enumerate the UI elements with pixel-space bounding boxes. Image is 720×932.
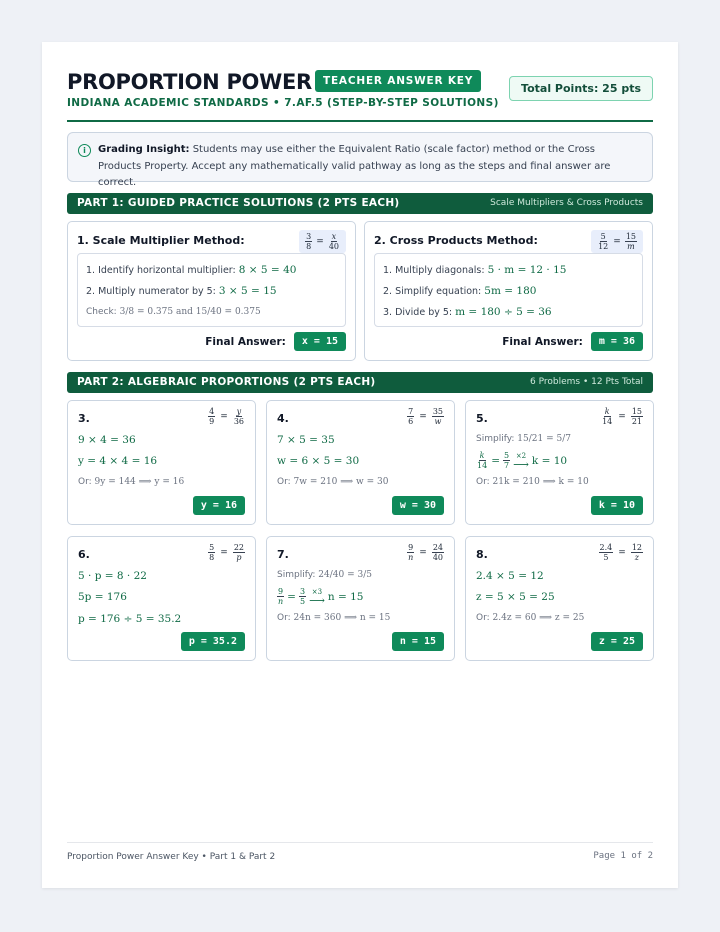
work-line: 9 × 4 = 36	[78, 434, 136, 446]
answer-badge: p = 35.2	[181, 632, 245, 651]
problems-grid	[67, 400, 653, 661]
problem-proportion: $\frac{9}{n}$ = $\frac{24}{40}$	[408, 543, 443, 562]
problem-number: 8.	[476, 548, 488, 561]
work-line: 5 · p = 8 · 22	[78, 570, 147, 582]
part2-title: PART 2: ALGEBRAIC PROPORTIONS (2 PTS EACH)	[77, 376, 376, 388]
work-line: 7 × 5 = 35	[277, 434, 335, 446]
part1-subtitle: Scale Multipliers & Cross Products	[490, 198, 643, 208]
alternate-method: Or: 21k = 210 ⟹ k = 10	[476, 477, 589, 487]
guided-card	[364, 221, 653, 361]
answer-badge: w = 30	[392, 496, 444, 515]
problem-card	[67, 536, 256, 661]
problem-proportion: $\frac{4}{9}$ = $\frac{y}{36}$	[209, 407, 244, 426]
alternate-method: Or: 9y = 144 ⟹ y = 16	[78, 477, 185, 487]
scale-equation: $\frac{9}{n}$ = $\frac{3}{5}$ ×3 ⟶ n = 15	[278, 587, 364, 607]
part2-subtitle: 6 Problems • 12 Pts Total	[530, 377, 643, 387]
part2-header-bar	[67, 372, 653, 393]
header	[67, 70, 653, 122]
proportion-chip: $\frac{3}{8}$ = $\frac{x}{40}$	[299, 230, 346, 253]
problem-card	[465, 400, 654, 525]
footer-label: Proportion Power Answer Key • Part 1 & Part 2	[67, 852, 276, 862]
simplify-line: Simplify: 24/40 = 3/5	[277, 570, 372, 580]
step-line: 3. Divide by 5: m = 180 ÷ 5 = 36	[383, 306, 552, 318]
answer-badge: k = 10	[591, 496, 643, 515]
alternate-method: Or: 7w = 210 ⟹ w = 30	[277, 477, 389, 487]
total-points-box: Total Points: 25 pts	[509, 76, 653, 101]
work-line: z = 5 × 5 = 25	[476, 591, 555, 603]
guided-card-title: 1. Scale Multiplier Method:	[77, 234, 245, 247]
problem-number: 7.	[277, 548, 289, 561]
scale-equation: $\frac{k}{14}$ = $\frac{5}{7}$ ×2 ⟶ k = 10	[477, 451, 568, 471]
solution-steps	[77, 253, 346, 327]
insight-label: Grading Insight:	[98, 144, 190, 155]
part1-header-bar	[67, 193, 653, 214]
problem-card	[67, 400, 256, 525]
work-line: 2.4 × 5 = 12	[476, 570, 544, 582]
work-line: 5p = 176	[78, 591, 127, 603]
step-line: 2. Simplify equation: 5m = 180	[383, 285, 537, 297]
problem-card	[465, 536, 654, 661]
final-answer-label: Final Answer:	[205, 335, 286, 348]
answer-badge: z = 25	[591, 632, 643, 651]
simplify-line: Simplify: 15/21 = 5/7	[476, 434, 571, 444]
answer-badge: m = 36	[591, 332, 643, 351]
insight-text: Students may use either the Equivalent Ratio (scale factor) method or the Cross Products Property. Accept any mathematically valid pathway as long as the steps and final answer are correct.	[98, 144, 611, 188]
grading-insight-box	[67, 132, 653, 188]
page-footer	[67, 842, 653, 862]
work-line: y = 4 × 4 = 16	[78, 455, 158, 467]
page-number: Page 1 of 2	[593, 851, 653, 861]
problem-card	[266, 536, 455, 661]
work-line: p = 176 ÷ 5 = 35.2	[78, 613, 182, 625]
step-line: 2. Multiply numerator by 5: 3 × 5 = 15	[86, 285, 277, 297]
check-line: Check: 3/8 = 0.375 and 15/40 = 0.375	[86, 307, 261, 317]
problem-proportion: $\frac{5}{8}$ = $\frac{22}{p}$	[209, 543, 244, 562]
part1-title: PART 1: GUIDED PRACTICE SOLUTIONS (2 PTS EACH)	[77, 197, 400, 209]
work-line: w = 6 × 5 = 30	[277, 455, 360, 467]
step-line: 1. Multiply diagonals: 5 · m = 12 · 15	[383, 264, 567, 276]
answer-key-badge: TEACHER ANSWER KEY	[315, 70, 481, 92]
guided-card-title: 2. Cross Products Method:	[374, 234, 538, 247]
proportion-chip: $\frac{5}{12}$ = $\frac{15}{m}$	[591, 230, 643, 253]
problem-proportion: $\frac{k}{14}$ = $\frac{15}{21}$	[602, 407, 642, 426]
final-answer	[502, 332, 643, 351]
final-answer	[205, 332, 346, 351]
problem-number: 3.	[78, 412, 90, 425]
problem-card	[266, 400, 455, 525]
worksheet-page	[42, 42, 678, 888]
alternate-method: Or: 24n = 360 ⟹ n = 15	[277, 613, 391, 623]
solution-steps	[374, 253, 643, 327]
page-title: PROPORTION POWER	[67, 70, 312, 94]
step-line: 1. Identify horizontal multiplier: 8 × 5 = 40	[86, 264, 297, 276]
guided-practice-row	[67, 221, 653, 361]
info-icon: i	[78, 144, 91, 157]
final-answer-label: Final Answer:	[502, 335, 583, 348]
answer-badge: y = 16	[193, 496, 245, 515]
answer-badge: x = 15	[294, 332, 346, 351]
problem-number: 5.	[476, 412, 488, 425]
guided-card	[67, 221, 356, 361]
standards-subtitle: INDIANA ACADEMIC STANDARDS • 7.AF.5 (STEP-BY-STEP SOLUTIONS)	[67, 97, 499, 109]
problem-number: 6.	[78, 548, 90, 561]
alternate-method: Or: 2.4z = 60 ⟹ z = 25	[476, 613, 585, 623]
problem-number: 4.	[277, 412, 289, 425]
answer-badge: n = 15	[392, 632, 444, 651]
problem-proportion: $\frac{7}{6}$ = $\frac{35}{w}$	[408, 407, 443, 426]
problem-proportion: $\frac{2.4}{5}$ = $\frac{12}{z}$	[599, 543, 642, 562]
